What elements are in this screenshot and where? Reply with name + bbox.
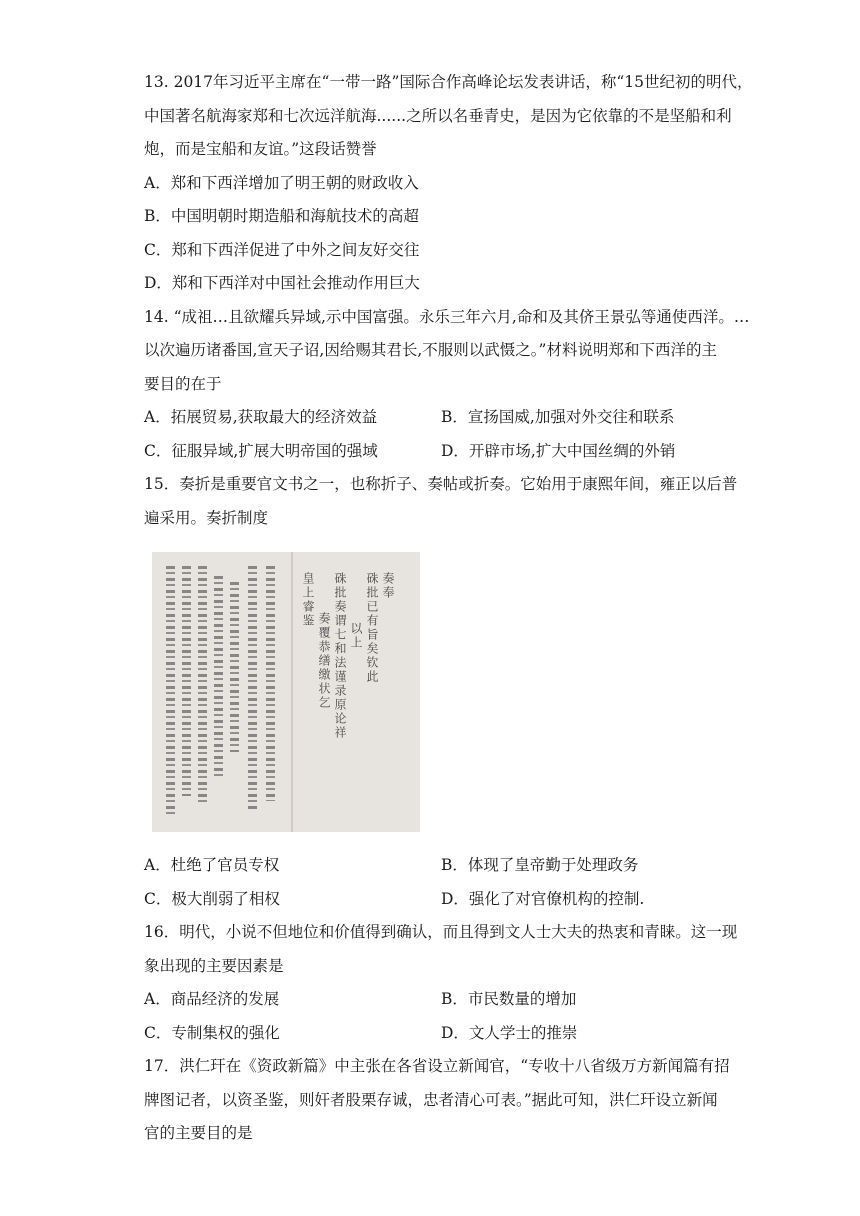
rescript-column: 以上 (349, 622, 363, 650)
exam-page (144, 66, 753, 1151)
option-a: A．杜绝了官员专权 (144, 856, 280, 874)
option-b: B．市民数量的增加 (441, 990, 577, 1008)
question-15 (144, 468, 738, 916)
option-row (144, 983, 720, 1017)
rescript-column: 硃批奏谓七和法谨录原论祥 (333, 572, 347, 740)
question-stem-line: 中国著名航海家郑和七次远洋航海......之所以名垂青史，是因为它依靠的不是坚船和利 (144, 106, 732, 125)
handwriting-column (266, 566, 275, 801)
handwriting-column (182, 566, 191, 796)
option-b: B．体现了皇帝勤于处理政务 (441, 856, 639, 874)
option-c: C．征服异域,扩展大明帝国的强域 (144, 441, 378, 460)
question-17 (144, 1050, 730, 1151)
option-a: A．商品经济的发展 (144, 990, 280, 1008)
question-stem-line: 象出现的主要因素是 (144, 956, 284, 975)
question-stem-line: 遍采用。奏折制度 (144, 508, 269, 527)
option-d: D．强化了对官僚机构的控制. (441, 889, 645, 908)
option-b: B．中国明朝时期造船和海航技术的高超 (144, 207, 419, 225)
question-13 (144, 66, 753, 301)
question-stem-line: 15．奏折是重要官文书之一，也称折子、奏帖或折奏。它始用于康熙年间，雍正以后普 (144, 475, 738, 493)
option-b: B．宣扬国威,加强对外交往和联系 (441, 408, 675, 426)
option-row (144, 849, 720, 883)
question-stem-line: 13. 2017年习近平主席在“一带一路”国际合作高峰论坛发表讲话，称“15世纪初的明代， (144, 73, 753, 91)
handwriting-column (198, 566, 207, 806)
question-stem-line: 要目的在于 (144, 374, 222, 393)
rescript-column: 奏覆恭缮缴状乞 (317, 612, 331, 710)
option-row (144, 1017, 720, 1051)
question-stem-line: 17．洪仁玕在《资政新篇》中主张在各省设立新闻官，“专收十八省级万方新闻篇有招 (144, 1057, 730, 1075)
handwriting-column (248, 566, 257, 811)
question-14 (144, 301, 750, 469)
option-row (144, 401, 720, 435)
rescript-column: 硃批已有旨矣钦此 (365, 572, 379, 684)
option-row (144, 435, 720, 469)
question-stem-line: 牌图记者，以资圣鉴，则奸者股栗存诚，忠者清心可表。”据此可知，洪仁玕设立新闻 (144, 1090, 718, 1109)
handwriting-column (166, 566, 175, 816)
memorial-document-image (152, 552, 420, 832)
question-stem-line: 以次遍历诸番国,宣天子诏,因给赐其君长,不服则以武慑之。”材料说明郑和下西洋的主 (144, 341, 717, 359)
option-d: D．郑和下西洋对中国社会推动作用巨大 (144, 274, 420, 292)
option-d: D．文人学士的推崇 (441, 1023, 578, 1042)
handwriting-column (230, 582, 239, 752)
option-c: C．郑和下西洋促进了中外之间友好交往 (144, 240, 420, 259)
option-a: A．拓展贸易,获取最大的经济效益 (144, 408, 378, 426)
handwriting-column (214, 576, 223, 776)
option-a: A．郑和下西洋增加了明王朝的财政收入 (144, 173, 419, 192)
question-stem-line: 14. “成祖…且欲耀兵异域,示中国富强。永乐三年六月,命和及其侪王景弘等通使西洋。… (144, 307, 750, 326)
rescript-column: 奏奉 (381, 572, 395, 600)
question-stem-line: 炮，而是宝船和友谊。”这段话赞誉 (144, 140, 377, 158)
rescript-column: 皇上睿鉴 (301, 572, 315, 628)
question-stem-line: 16．明代，小说不但地位和价值得到确认，而且得到文人士大夫的热衷和青睐。这一现 (144, 923, 738, 941)
option-d: D．开辟市场,扩大中国丝绸的外销 (441, 441, 676, 460)
option-c: C．专制集权的强化 (144, 1023, 280, 1042)
option-row (144, 883, 720, 917)
question-16 (144, 916, 738, 1050)
fold-line (291, 552, 293, 832)
question-stem-line: 官的主要目的是 (144, 1124, 253, 1142)
option-c: C．极大削弱了相权 (144, 889, 280, 908)
